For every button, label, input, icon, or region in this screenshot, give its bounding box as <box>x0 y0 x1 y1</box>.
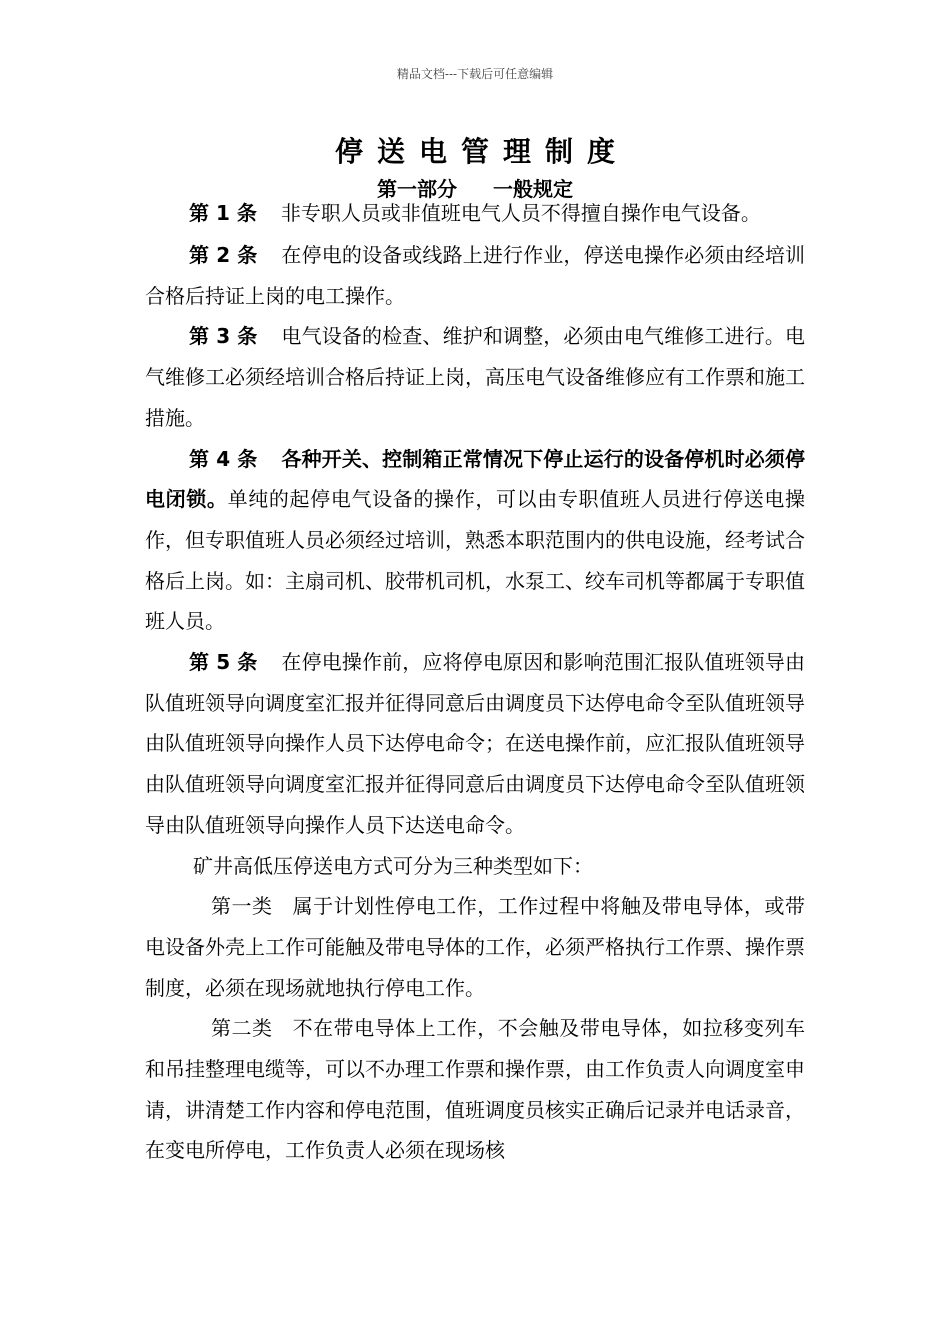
article-label: 第 4 条 <box>189 446 258 471</box>
article-text: 单纯的起停电气设备的操作，可以由专职值班人员进行停送电操作，但专职值班人员必须经过培训，熟悉本职范围内的供电设施，经考试合格后上岗。如：主扇司机、胶带机司机，水泵工、绞车司机等都属于专职值班人员。 <box>145 487 806 634</box>
article-label: 第 3 条 <box>189 324 258 349</box>
types-intro: 矿井高低压停送电方式可分为三种类型如下： <box>193 853 593 878</box>
article-2 <box>145 235 805 316</box>
class-2 <box>145 1008 805 1171</box>
article-1 <box>145 195 805 231</box>
article-text: 非专职人员或非值班电气人员不得擅自操作电气设备。 <box>280 201 761 225</box>
article-label: 第 1 条 <box>189 201 257 225</box>
section-part-label: 第一部分 <box>377 177 457 201</box>
class-1 <box>145 886 805 1008</box>
article-text: 在停电的设备或线路上进行作业，停送电操作必须由经培训合格后持证上岗的电工操作。 <box>145 243 806 308</box>
class-text: 不在带电导体上工作，不会触及带电导体，如拉移变列车和吊挂整理电缆等，可以不办理工作票和操作票，由工作负责人向调度室申请，讲清楚工作内容和停电范围，值班调度员核实正确后记录并电话录音，在变电所停电，工作负责人必须在现场核 <box>145 1016 806 1163</box>
article-label: 第 2 条 <box>189 243 258 267</box>
article-label: 第 5 条 <box>189 650 258 675</box>
class-label: 第一类 <box>211 894 273 919</box>
article-text: 电气设备的检查、维护和调整，必须由电气维修工进行。电气维修工必须经培训合格后持证上岗，高压电气设备维修应有工作票和施工措施。 <box>145 324 806 430</box>
article-4 <box>145 439 805 643</box>
article-bold-text: 各种开关、控制箱正常情况下停止运行的设备停机时必须停电闭锁。 <box>145 446 806 512</box>
class-label: 第二类 <box>211 1016 273 1041</box>
page-header-watermark: 精品文档---下载后可任意编辑 <box>396 67 554 81</box>
article-text: 在停电操作前，应将停电原因和影响范围汇报队值班领导由队值班领导向调度室汇报并征得同意后由调度员下达停电命令至队值班领导由队值班领导向操作人员下达停电命令；在送电操作前，应汇报队值班领导由队值班领导向调度室汇报并征得同意后由调度员下达停电命令至队值班领导由队值班领导向操作人员下达送电命令。 <box>145 650 806 837</box>
class-text: 属于计划性停电工作，工作过程中将触及带电导体，或带电设备外壳上工作可能触及带电导体的工作，必须严格执行工作票、操作票制度，必须在现场就地执行停电工作。 <box>145 894 806 1000</box>
article-3 <box>145 316 805 438</box>
article-5 <box>145 642 805 846</box>
document-body <box>145 195 805 1171</box>
section-name: 一般规定 <box>493 177 573 201</box>
document-title: 停送电管理制度 <box>334 135 629 168</box>
